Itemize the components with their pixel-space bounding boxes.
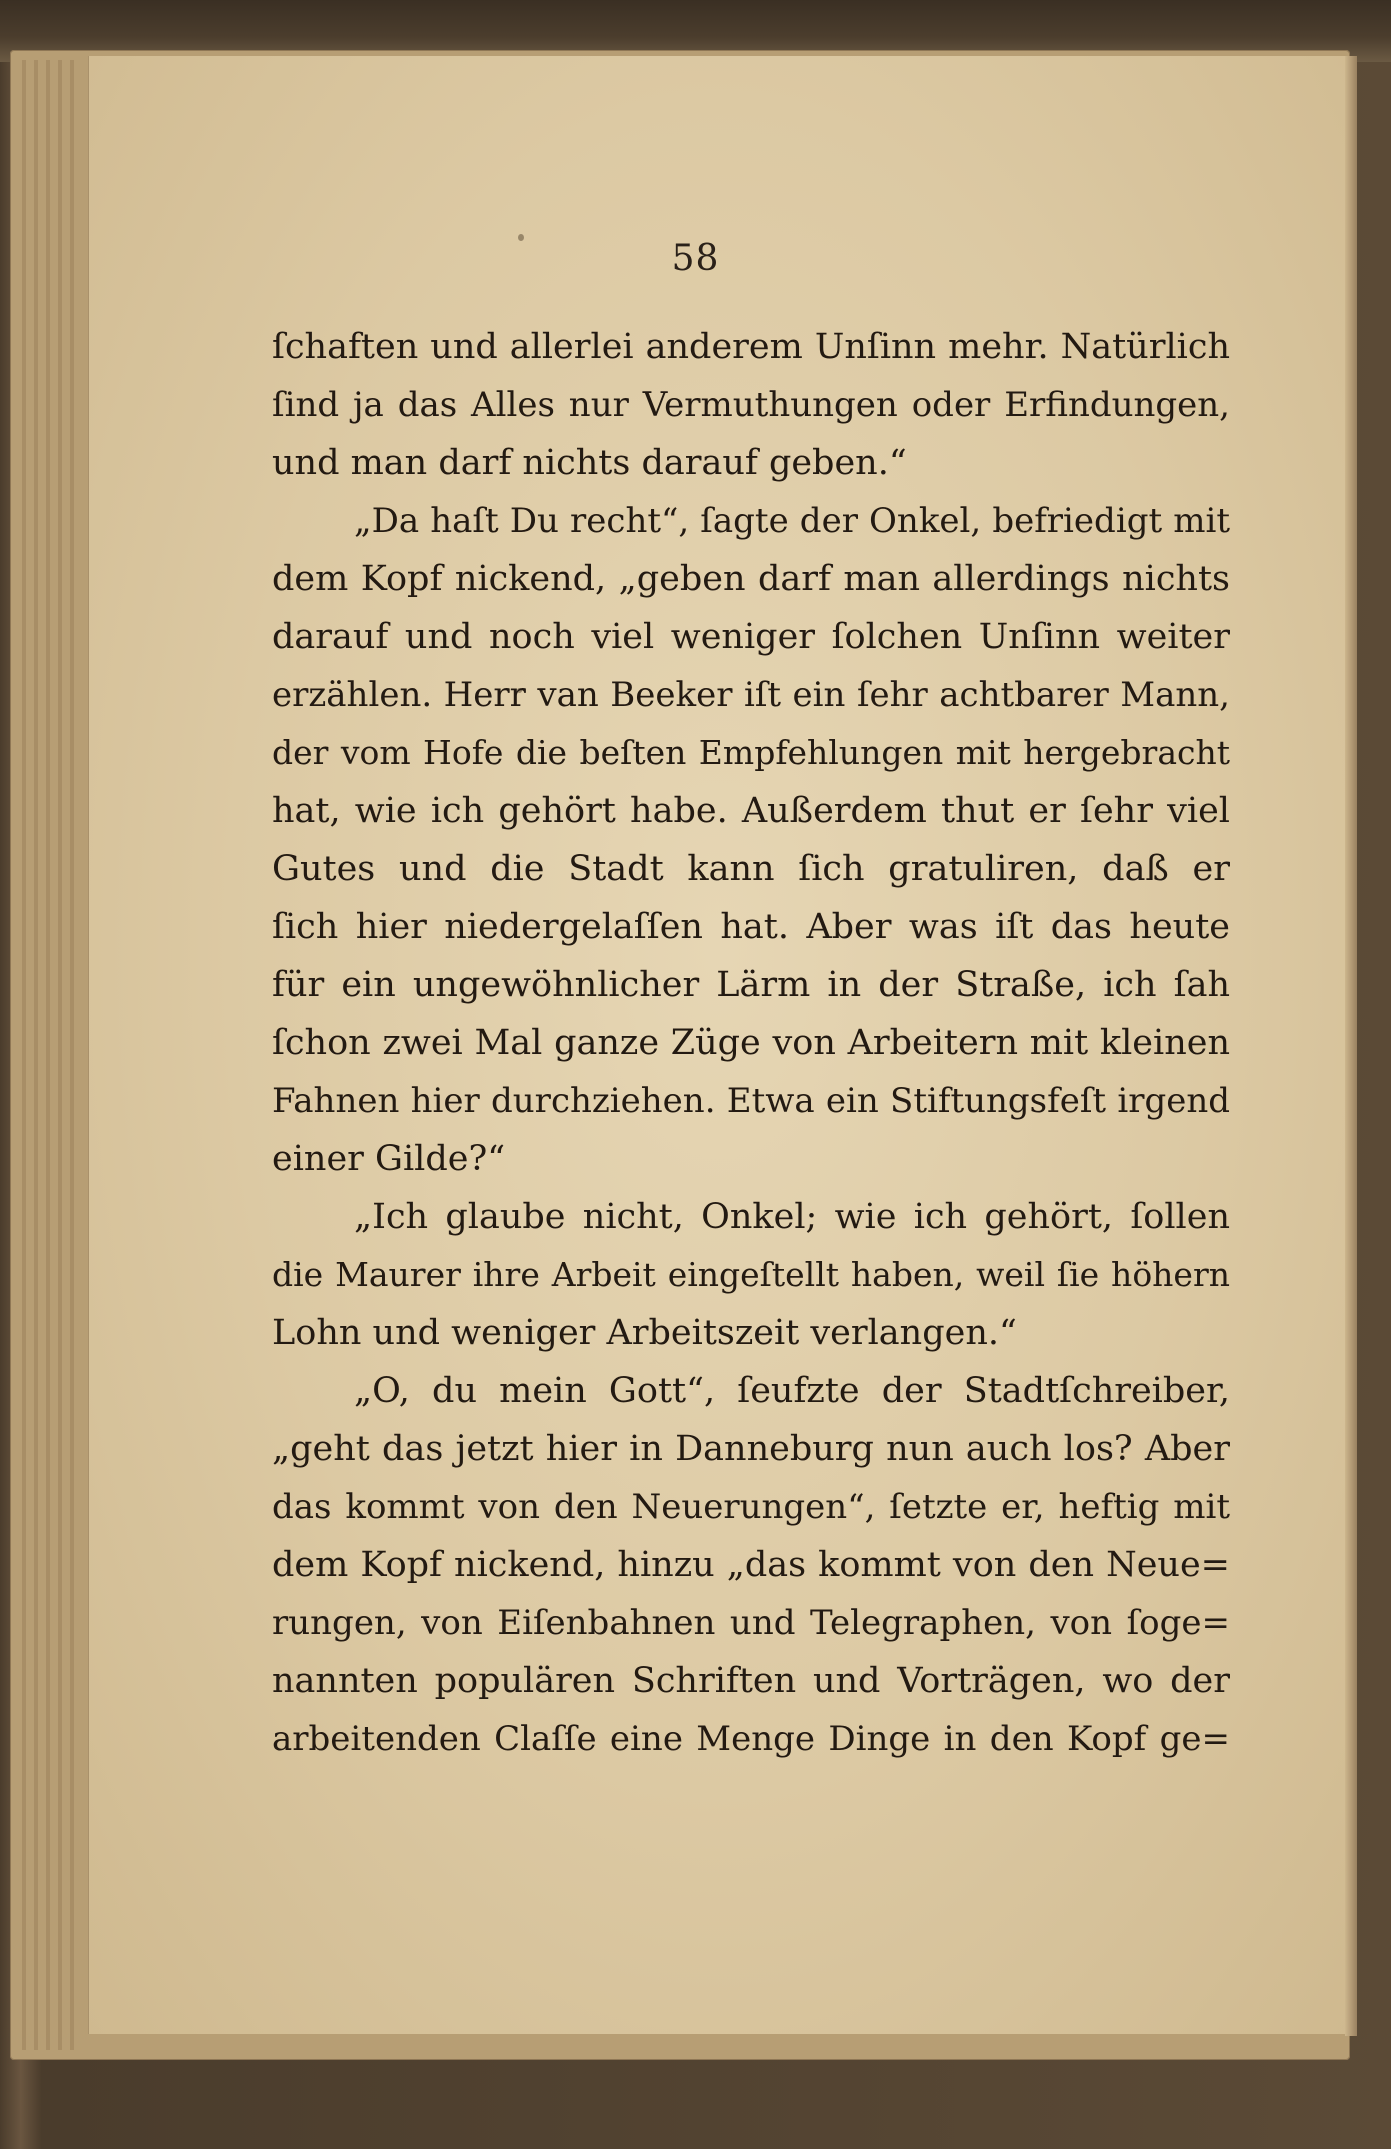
text-line: für ein ungewöhnlicher Lärm in der Straße, ich ſah [272,965,1230,1005]
text-line: ſind ja das Alles nur Vermuthungen oder Erfindungen, [272,385,1230,425]
text-line: „O, du mein Gott“, ſeufzte der Stadtſchreiber, [354,1371,1230,1411]
page-text [272,318,1230,1768]
text-line: die Maurer ihre Arbeit eingeſtellt haben, weil ſie höhern [272,1255,1230,1294]
text-line: „Ich glaube nicht, Onkel; wie ich gehört, ſollen [354,1197,1230,1237]
text-line: arbeitenden Claſſe eine Menge Dinge in den Kopf ge= [272,1719,1230,1759]
text-line: Gutes und die Stadt kann ſich gratuliren, daß er [272,849,1230,889]
text-line: Lohn und weniger Arbeitszeit verlangen.“ [272,1313,1017,1353]
text-line: rungen, von Eiſenbahnen und Telegraphen, von ſoge= [272,1603,1230,1643]
text-line: einer Gilde?“ [272,1139,506,1179]
page-edge [46,60,50,2050]
text-line: nannten populären Schriften und Vorträgen, wo der [272,1661,1230,1701]
page-edge [22,60,26,2050]
text-line: das kommt von den Neuerungen“, ſetzte er, heftig mit [272,1487,1230,1527]
text-line: darauf und noch viel weniger ſolchen Unſinn weiter [272,617,1230,657]
text-line: dem Kopf nickend, „geben darf man allerdings nichts [272,559,1230,599]
text-line: ſchon zwei Mal ganze Züge von Arbeitern mit kleinen [272,1023,1230,1063]
text-line: und man darf nichts darauf geben.“ [272,443,907,483]
page-edge [34,60,38,2050]
page-edge [58,60,62,2050]
text-line: dem Kopf nickend, hinzu „das kommt von den Neue= [272,1545,1230,1585]
text-line: ſchaften und allerlei anderem Unſinn mehr. Natürlich [272,327,1230,367]
page-edge [70,60,74,2050]
page-number: 58 [671,238,720,279]
text-line: der vom Hofe die beſten Empfehlungen mit hergebracht [272,733,1230,772]
text-line: ſich hier niedergelaſſen hat. Aber was iſt das heute [272,907,1230,947]
text-line: Fahnen hier durchziehen. Etwa ein Stiftungsfeſt irgend [272,1081,1230,1121]
text-line: erzählen. Herr van Beeker iſt ein ſehr achtbarer Mann, [272,675,1230,715]
text-line: „geht das jetzt hier in Danneburg nun auch los? Aber [272,1429,1230,1469]
text-line: hat, wie ich gehört habe. Außerdem thut er ſehr viel [272,791,1230,831]
page-right-edge [1345,56,1357,2036]
text-line: „Da haſt Du recht“, ſagte der Onkel, befriedigt mit [354,501,1230,541]
